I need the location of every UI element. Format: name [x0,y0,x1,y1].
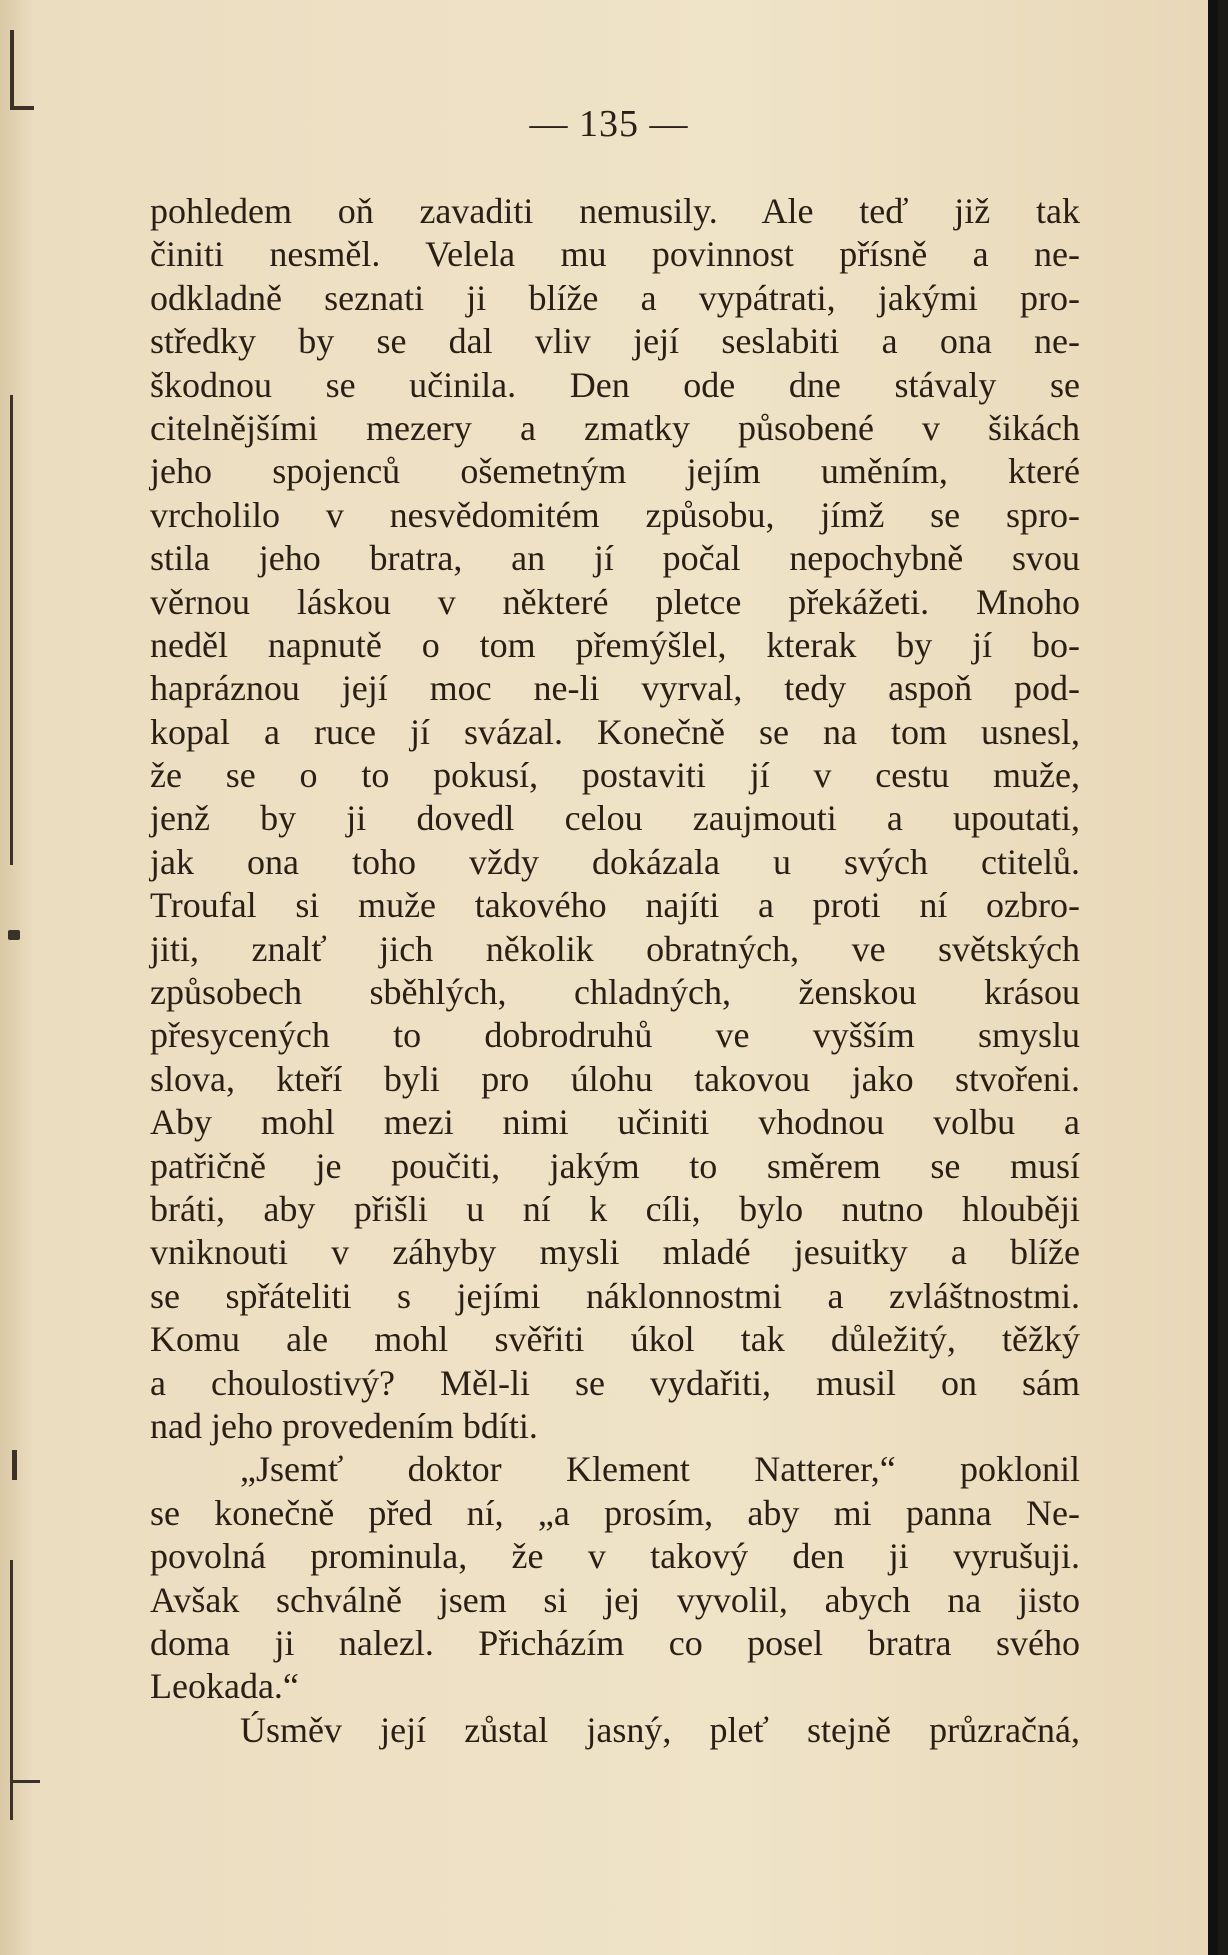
text-line: doma ji nalezl. Přicházím co posel bratra svého [150,1622,1080,1663]
text-line: Avšak schválně jsem si jej vyvolil, abych na jisto [150,1579,1080,1620]
text-line: Komu ale mohl svěřiti úkol tak důležitý, těžký [150,1319,1080,1360]
text-line: jeho spojenců ošemetným jejím uměním, které [150,451,1080,492]
body-text [150,190,1080,1752]
text-line: kopal a ruce jí svázal. Konečně se na tom usnesl, [150,711,1080,752]
text-line: vniknouti v záhyby mysli mladé jesuitky a blíže [150,1232,1080,1273]
binding-edge-mark [10,30,14,110]
text-line: vrcholilo v nesvědomitém způsobu, jímž se spro- [150,494,1080,535]
text-line: povolná prominula, že v takový den ji vyrušuji. [150,1536,1080,1577]
text-line: patřičně je poučiti, jakým to směrem se musí [150,1145,1080,1186]
text-line: přesycených to dobrodruhů ve vyšším smyslu [150,1015,1080,1056]
text-line: nad jeho provedením bdíti. [150,1405,538,1446]
text-line: Leokada.“ [150,1666,299,1707]
text-line: jak ona toho vždy dokázala u svých ctitelů. [150,841,1080,882]
binding-edge-mark [12,1450,17,1480]
text-line: jenž by ji dovedl celou zaujmouti a upoutati, [150,798,1080,839]
text-line: bráti, aby přišli u ní k cíli, bylo nutno hlouběji [150,1188,1080,1229]
text-line: jiti, znalť jich několik obratných, ve světských [150,928,1080,969]
text-line: věrnou láskou v některé pletce překážeti. Mnoho [150,581,1080,622]
text-line: se konečně před ní, „a prosím, aby mi panna Ne- [150,1492,1080,1533]
binding-edge-mark [10,1780,40,1783]
text-line: stila jeho bratra, an jí počal nepochybně svou [150,538,1080,579]
text-line: neděl napnutě o tom přemýšlel, kterak by jí bo- [150,624,1080,665]
text-line: středky by se dal vliv její seslabiti a ona ne- [150,321,1080,362]
binding-edge-mark [10,395,13,865]
text-line: Aby mohl mezi nimi učiniti vhodnou volbu a [150,1102,1080,1143]
text-line: se spřáteliti s jejími náklonnostmi a zvláštnostmi. [150,1275,1080,1316]
text-line: odkladně seznati ji blíže a vypátrati, jakými pro- [150,277,1080,318]
text-line: způsobech sběhlých, chladných, ženskou krásou [150,972,1080,1013]
text-line: slova, kteří byli pro úlohu takovou jako stvořeni. [150,1058,1080,1099]
text-line: pohledem oň zavaditi nemusily. Ale teď již tak [150,191,1080,231]
text-line: hapráznou její moc ne-li vyrval, tedy aspoň pod- [150,668,1080,709]
text-line: citelnějšími mezery a zmatky působené v šikách [150,407,1080,448]
text-line: činiti nesměl. Velela mu povinnost přísně a ne- [150,234,1080,275]
text-line: Troufal si muže takového najíti a proti ní ozbro- [150,885,1080,926]
text-line: že se o to pokusí, postaviti jí v cestu muže, [150,755,1080,796]
binding-edge-mark [8,930,20,940]
page-edge-shadow [1208,0,1218,1955]
text-line: Úsměv její zůstal jasný, pleť stejně průzračná, [240,1709,1080,1750]
text-line: „Jsemť doktor Klement Natterer,“ poklonil [240,1449,1080,1490]
page-number: — 135 — [529,103,689,145]
text-line: a choulostivý? Měl-li se vydařiti, musil on sám [150,1362,1080,1403]
text-line: škodnou se učinila. Den ode dne stávaly se [150,364,1080,405]
